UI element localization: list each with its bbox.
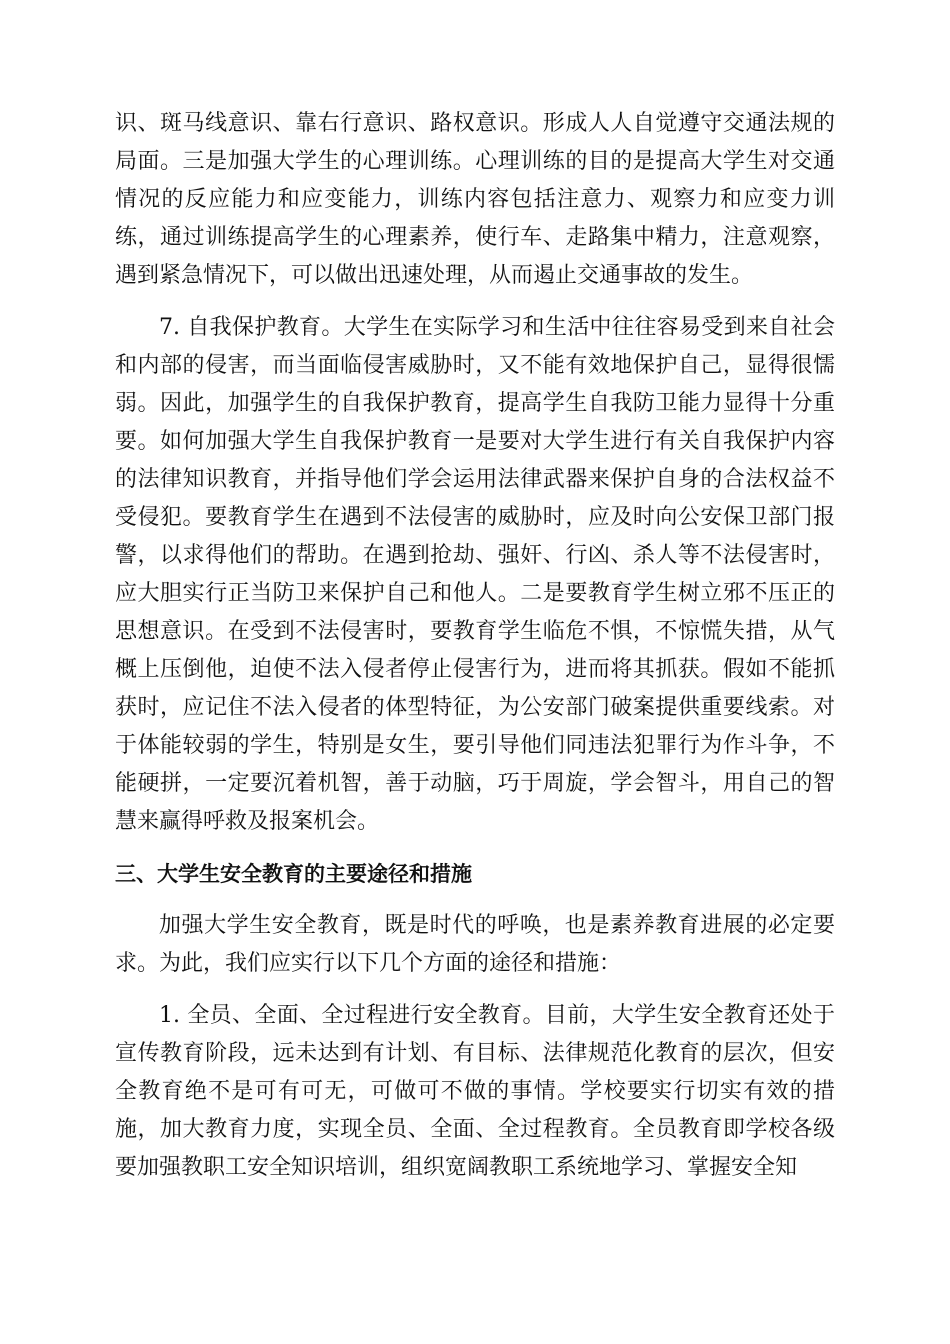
paragraph-full-education: 1. 全员、全面、全过程进行安全教育。目前，大学生安全教育还处于宣传教育阶段，远未达到有计划、有目标、法律规范化教育的层次，但安全教育绝不是可有可无，可做可不做的事情。学校要实行切实有效的措施，加大教育力度，实现全员、全面、全过程教育。全员教育即学校各级要加强教职工安全知识培训，组织宽阔教职工系统地学习、掌握安全知 — [115, 1003, 835, 1180]
paragraph-self-protection: 7. 自我保护教育。大学生在实际学习和生活中往往容易受到来自社会和内部的侵害，而当面临侵害威胁时，又不能有效地保护自己，显得很懦弱。因此，加强学生的自我保护教育，提高学生自我防卫能力显得十分重要。如何加强大学生自我保护教育一是要对大学生进行有关自我保护内容的法律知识教育，并指导他们学会运用法律武器来保护自身的合法权益不受侵犯。要教育学生在遇到不法侵害的威胁时，应及时向公安保卫部门报警，以求得他们的帮助。在遇到抢劫、强奸、行凶、杀人等不法侵害时，应大胆实行正当防卫来保护自己和他人。二是要教育学生树立邪不压正的思想意识。在受到不法侵害时，要教育学生临危不惧，不惊慌失措，从气概上压倒他，迫使不法入侵者停止侵害行为，进而将其抓获。假如不能抓获时，应记住不法入侵者的体型特征，为公安部门破案提供重要线索。对于体能较弱的学生，特别是女生，要引导他们同违法犯罪行为作斗争，不能硬拼，一定要沉着机智，善于动脑，巧于周旋，学会智斗，用自己的智慧来赢得呼救及报案机会。 — [115, 315, 835, 834]
paragraph-traffic-training: 识、斑马线意识、靠右行意识、路权意识。形成人人自觉遵守交通法规的局面。三是加强大学生的心理训练。心理训练的目的是提高大学生对交通情况的反应能力和应变能力，训练内容包括注意力、观察力和应变力训练，通过训练提高学生的心理素养，使行车、走路集中精力，注意观察，遇到紧急情况下，可以做出迅速处理，从而遏止交通事故的发生。 — [115, 111, 835, 288]
section-heading: 三、大学生安全教育的主要途径和措施 — [115, 862, 472, 886]
paragraph-section-intro: 加强大学生安全教育，既是时代的呼唤，也是素养教育进展的必定要求。为此，我们应实行以下几个方面的途径和措施： — [115, 913, 835, 976]
document-body — [115, 105, 835, 1201]
